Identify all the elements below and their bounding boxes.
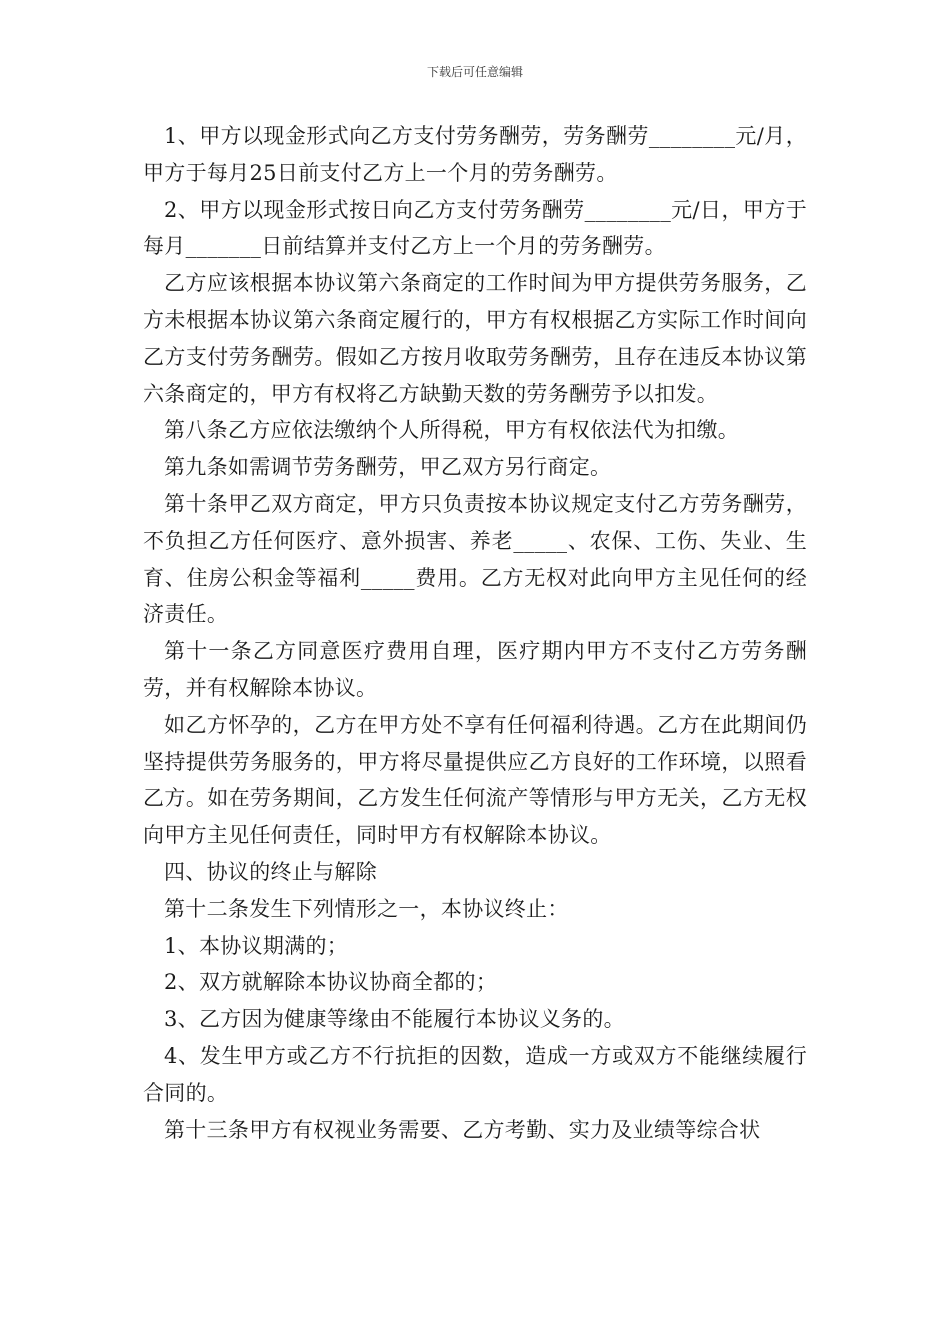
paragraph-work-time: 乙方应该根据本协议第六条商定的工作时间为甲方提供劳务服务，乙方未根据本协议第六条商定履行的，甲方有权根据乙方实际工作时间向乙方支付劳务酬劳。假如乙方按月收取劳务酬劳，且存在违反本协议第六条商定的，甲方有权将乙方缺勤天数的劳务酬劳予以扣发。: [143, 271, 807, 406]
paragraph-article-8: 第八条乙方应依法缴纳个人所得税，甲方有权依法代为扣缴。: [164, 418, 740, 443]
list-item-3: 3、乙方因为健康等缘由不能履行本协议义务的。: [164, 1007, 625, 1032]
paragraph-payment-daily: 2、甲方以现金形式按日向乙方支付劳务酬劳________元/日，甲方于每月_______日前结算并支付乙方上一个月的劳务酬劳。: [143, 197, 807, 259]
paragraph-article-13: 第十三条甲方有权视业务需要、乙方考勤、实力及业绩等综合状: [164, 1117, 761, 1142]
list-item-2: 2、双方就解除本协议协商全都的；: [164, 970, 498, 995]
list-item-4: 4、发生甲方或乙方不行抗拒的因数，造成一方或双方不能继续履行合同的。: [143, 1043, 807, 1105]
list-item-1: 1、本协议期满的；: [164, 933, 349, 958]
paragraph-payment-monthly: 1、甲方以现金形式向乙方支付劳务酬劳，劳务酬劳________元/月，甲方于每月25日前支付乙方上一个月的劳务酬劳。: [143, 124, 807, 185]
section-heading-termination: 四、协议的终止与解除: [164, 859, 377, 884]
paragraph-article-9: 第九条如需调节劳务酬劳，甲乙双方另行商定。: [164, 455, 612, 480]
document-body: [143, 118, 807, 1148]
page-header: 下载后可任意编辑: [426, 65, 523, 79]
paragraph-article-11: 第十一条乙方同意医疗费用自理，医疗期内甲方不支付乙方劳务酬劳，并有权解除本协议。: [143, 639, 807, 700]
paragraph-pregnancy: 如乙方怀孕的，乙方在甲方处不享有任何福利待遇。乙方在此期间仍坚持提供劳务服务的，甲方将尽量提供应乙方良好的工作环境，以照看乙方。如在劳务期间，乙方发生任何流产等情形与甲方无关，乙方无权向甲方主见任何责任，同时甲方有权解除本协议。: [143, 712, 807, 848]
paragraph-article-12: 第十二条发生下列情形之一，本协议终止：: [164, 896, 569, 921]
paragraph-article-10: 第十条甲乙双方商定，甲方只负责按本协议规定支付乙方劳务酬劳，不负担乙方任何医疗、意外损害、养老_____、农保、工伤、失业、生育、住房公积金等福利_____费用。乙方无权对此向甲方主见任何的经济责任。: [143, 491, 807, 627]
